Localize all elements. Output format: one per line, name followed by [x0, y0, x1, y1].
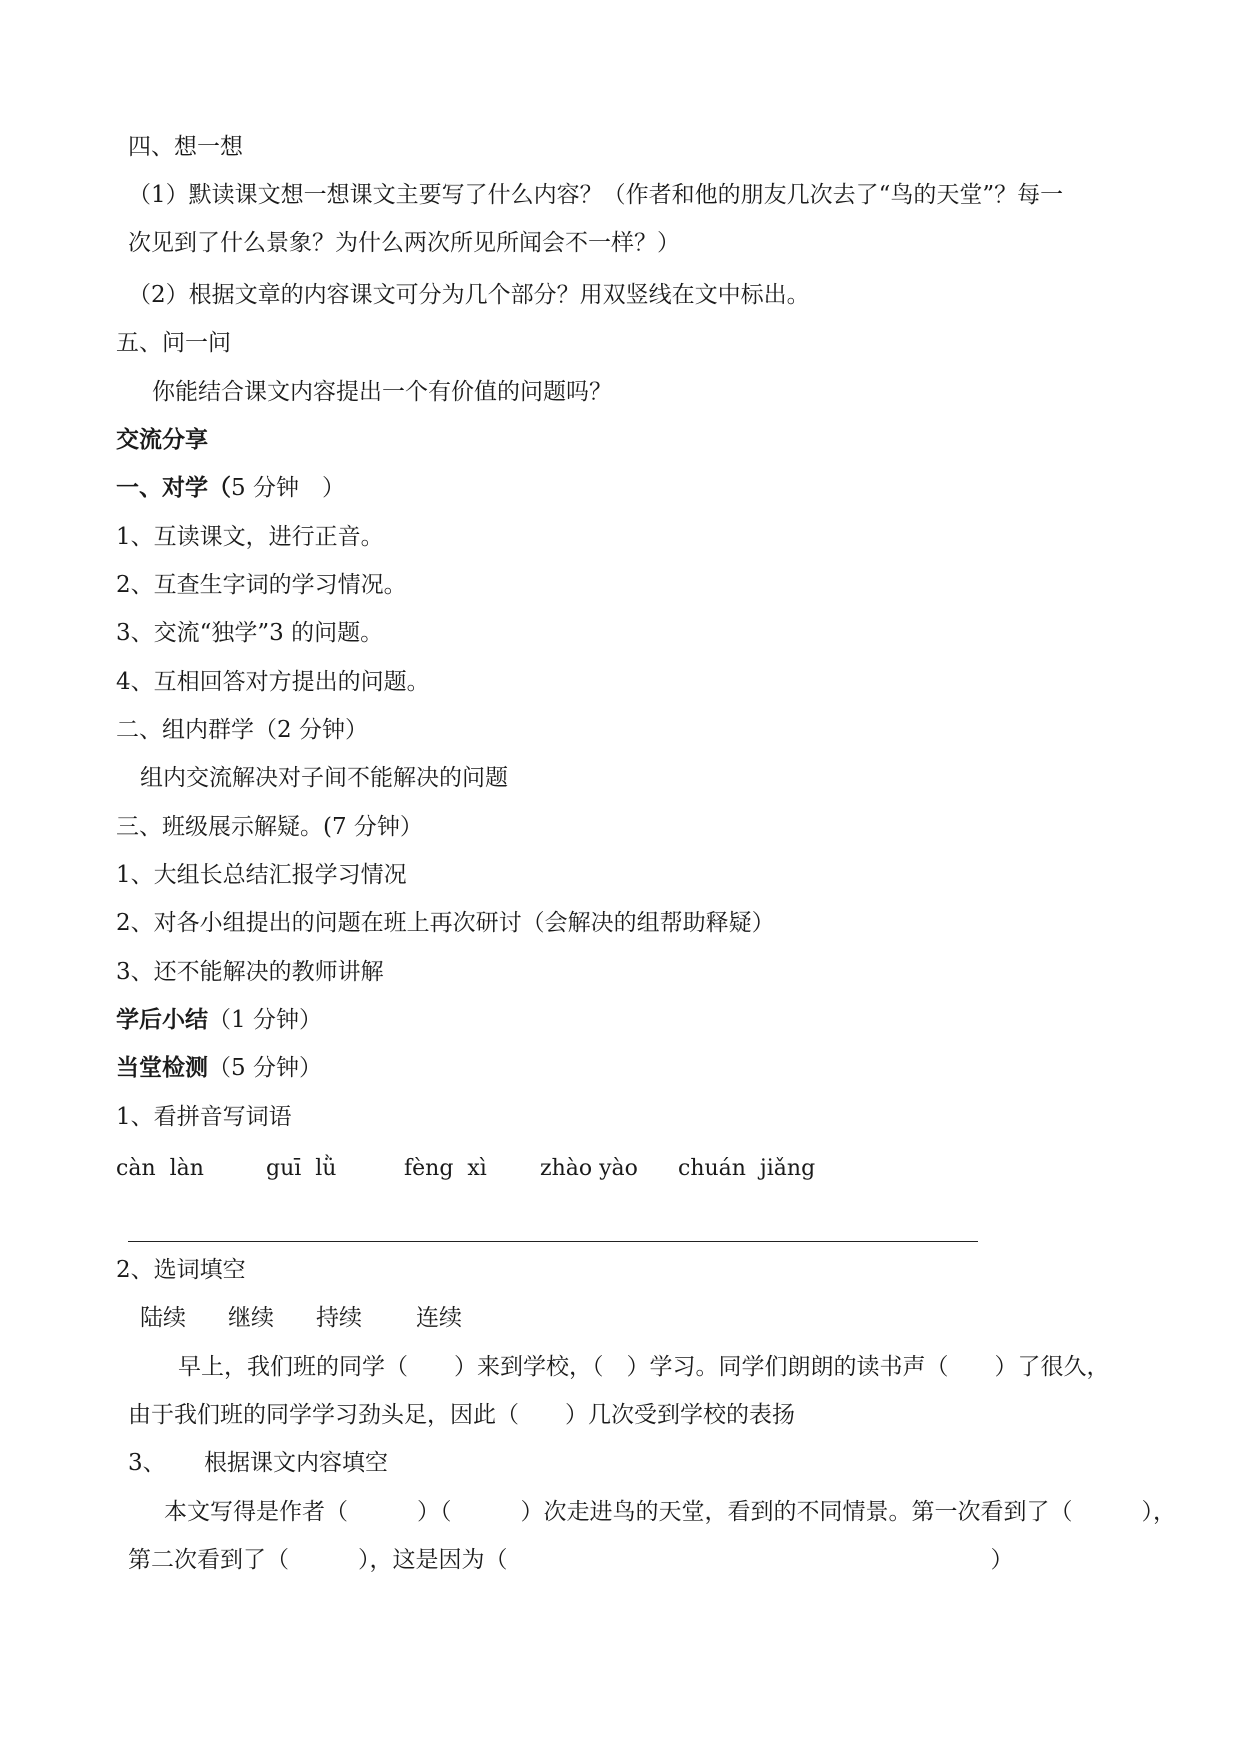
pair-study-title-time: 5 分钟 ）	[231, 475, 345, 501]
fill-sentence-line-1: 早上，我们班的同学（ ）来到学校，（ ）学习。同学们朗朗的读书声（ ）了很久，	[178, 1354, 1110, 1380]
summary-title-bold: 学后小结	[116, 1007, 208, 1033]
test-title-bold: 当堂检测	[116, 1055, 208, 1081]
question-1-line-1: （1）默读课文想一想课文主要写了什么内容？（作者和他的朋友几次去了“鸟的天堂”？每一	[128, 182, 1064, 208]
pinyin-5: chuán jiǎng	[678, 1156, 816, 1181]
group-study-text: 组内交流解决对子间不能解决的问题	[140, 765, 508, 791]
summary-title	[116, 1005, 322, 1035]
section-5-text: 你能结合课文内容提出一个有价值的问题吗？	[152, 379, 612, 405]
class-item-2: 2、对各小组提出的问题在班上再次研讨（会解决的组帮助释疑）	[116, 910, 775, 936]
pinyin-3: fèng xì	[404, 1156, 487, 1181]
word-option-2: 继续	[228, 1305, 274, 1331]
class-item-3: 3、还不能解决的教师讲解	[116, 959, 384, 985]
test-title	[116, 1053, 322, 1083]
section-5-title: 五、问一问	[116, 330, 231, 356]
share-heading: 交流分享	[116, 427, 208, 453]
pair-study-title-bold: 一、对学（	[116, 475, 231, 501]
pair-item-4: 4、互相回答对方提出的问题。	[116, 669, 430, 695]
test-title-time: （5 分钟）	[208, 1055, 322, 1081]
test-q1-title: 1、看拼音写词语	[116, 1104, 292, 1130]
word-option-3: 持续	[316, 1305, 362, 1331]
pinyin-4: zhào yào	[540, 1156, 638, 1181]
group-study-title: 二、组内群学（2 分钟）	[116, 717, 368, 743]
pair-study-title	[116, 473, 345, 503]
fill-text-line-1: 本文写得是作者（ ）（ ）次走进鸟的天堂，看到的不同情景。第一次看到了（ ），	[164, 1499, 1176, 1525]
word-option-1: 陆续	[140, 1305, 186, 1331]
test-q3-number: 3、	[128, 1450, 166, 1476]
fill-text-line-2: 第二次看到了（ ），这是因为（ ）	[128, 1547, 1014, 1573]
section-4-title: 四、想一想	[128, 134, 243, 160]
summary-title-time: （1 分钟）	[208, 1007, 322, 1033]
pinyin-2: guī lǜ	[266, 1156, 337, 1181]
question-2: （2）根据文章的内容课文可分为几个部分？用双竖线在文中标出。	[128, 282, 810, 308]
word-option-4: 连续	[416, 1305, 462, 1331]
test-q2-title: 2、选词填空	[116, 1257, 246, 1283]
pinyin-1: càn làn	[116, 1156, 204, 1181]
class-display-title: 三、班级展示解疑。(7 分钟）	[116, 814, 423, 840]
pair-item-1: 1、互读课文，进行正音。	[116, 524, 384, 550]
answer-line	[128, 1241, 978, 1242]
class-item-1: 1、大组长总结汇报学习情况	[116, 862, 407, 888]
fill-sentence-line-2: 由于我们班的同学学习劲头足，因此（ ）几次受到学校的表扬	[128, 1402, 795, 1428]
question-1-line-2: 次见到了什么景象？为什么两次所见所闻会不一样？）	[128, 230, 680, 256]
pair-item-2: 2、互查生字词的学习情况。	[116, 572, 407, 598]
test-q3-title: 根据课文内容填空	[204, 1450, 388, 1476]
pair-item-3: 3、交流“独学”3 的问题。	[116, 620, 384, 646]
